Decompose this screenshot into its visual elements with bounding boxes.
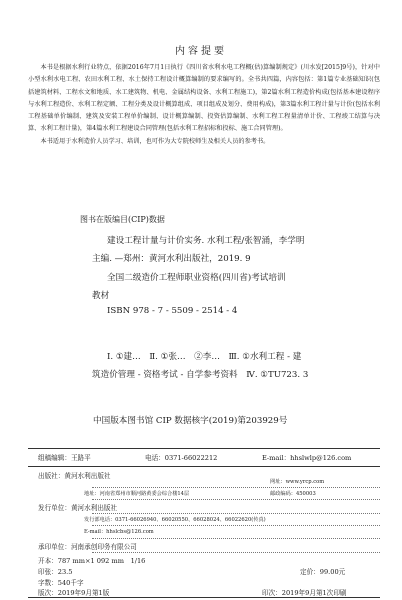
cip-record-number: 中国版本图书馆 CIP 数据核字(2019)第203929号 (93, 416, 288, 426)
cip-isbn: ISBN 978 - 7 - 5509 - 2514 - 4 (107, 306, 238, 316)
dotted-rule (92, 525, 380, 526)
cip-line: 教材 (92, 291, 110, 301)
cip-line: 建设工程计量与计价实务. 水利工程/张智涌，李学明 (107, 236, 305, 246)
word-count: 字数：540千字 (38, 579, 84, 587)
summary-body (28, 62, 380, 148)
cip-classification: Ⅰ. ①建… Ⅱ. ①张… ②李… Ⅲ. ①水利工程 - 建 (107, 352, 302, 362)
summary-line: 构设备、水利工程施工)，第2篇水利工程造价构成(包括基本建设程序与水利工程造价、水利工程定额、工 (28, 88, 381, 108)
distributor: 发行单位：黄河水利出版社 (38, 504, 118, 512)
editor-email: E-mail：hhslwlp@126.com (262, 454, 352, 462)
summary-line: 全书共四篇，内容包括：第1篇专业基础知识(包括建筑材料、工程水文和地质、水工建筑物、机电、金属结 (28, 76, 380, 96)
printed-sheets: 印张：23.5 (38, 568, 73, 576)
printing: 印次：2019年9月第1次印刷 (262, 589, 347, 597)
dotted-rule (92, 487, 380, 488)
editor-label: 组稿编辑：王路平 (38, 454, 91, 462)
summary-line: 本书是根据水利行业特点，依据2016年7月1日执行《四川省水利水电工程概(估)算编制规定》(川 (40, 64, 310, 71)
address: 地址：河南省郑州市顺河路黄委会综合楼14层 (84, 491, 190, 497)
imprint-bottom-rule (28, 597, 380, 598)
dotted-rule (92, 513, 380, 514)
website: 网址：www.yrcp.com (270, 479, 325, 485)
summary-line: 利工程计量)，第4篇水利工程建设合同管理(包括水利工程招标和投标、施工合同管理)。 (46, 125, 287, 133)
distribution-phone: 发行部电话：0371-66026940、66020550、66028024、66022620(传真) (84, 517, 266, 523)
imprint-second-rule (28, 466, 380, 467)
summary-audience: 本书适用于水利造价人员学习、培训，也可作为大专院校师生及相关人员的参考书。 (40, 137, 270, 145)
edition: 版次：2019年9月第1版 (38, 589, 110, 597)
price: 定价：99.00元 (300, 568, 346, 576)
cip-classification-cont: 筑造价管理 - 资格考试 - 自学参考资料 Ⅳ. ①TU723. 3 (92, 370, 309, 380)
distributor-email: E-mail：hhslcbs@126.com (84, 529, 154, 535)
printer: 承印单位：河南承创印务有限公司 (38, 543, 137, 551)
book-format: 开本：787 mm×1 092 mm 1/16 (38, 557, 146, 565)
dotted-rule (92, 552, 380, 553)
dotted-rule (92, 538, 380, 539)
summary-line: 水发[2015]9号)，针对中小型水利水电工程、农田水利工程、水土保持工程设计概算编制的要求编写的。 (28, 64, 380, 84)
cip-line: 全国二级造价工程师职业资格(四川省)考试培训 (107, 273, 286, 283)
summary-title: 内容提要 (175, 46, 227, 57)
cip-title: 图书在版编目(CIP)数据 (80, 215, 165, 224)
cip-line: 主编. —郑州：黄河水利出版社，2019. 9 (92, 254, 251, 264)
publisher: 出版社：黄河水利出版社 (38, 472, 111, 480)
dotted-rule (92, 499, 380, 500)
summary-paragraph (28, 62, 380, 136)
postcode: 邮政编码：450003 (270, 491, 316, 497)
summary-line: 编制、建筑及安装工程单价编制、设计概算编制、投资估算编制、水利工程工程量清单计价、工程竣工结算与决算、水 (28, 113, 381, 133)
editor-phone: 电话：0371-66022212 (145, 454, 218, 462)
summary-line: 程分类及设计概算组成、项目组成及划分、费用构成)，第3篇水利工程计量与计价(包括水利工程基础单价 (28, 100, 381, 121)
imprint-top-rule (28, 448, 380, 449)
